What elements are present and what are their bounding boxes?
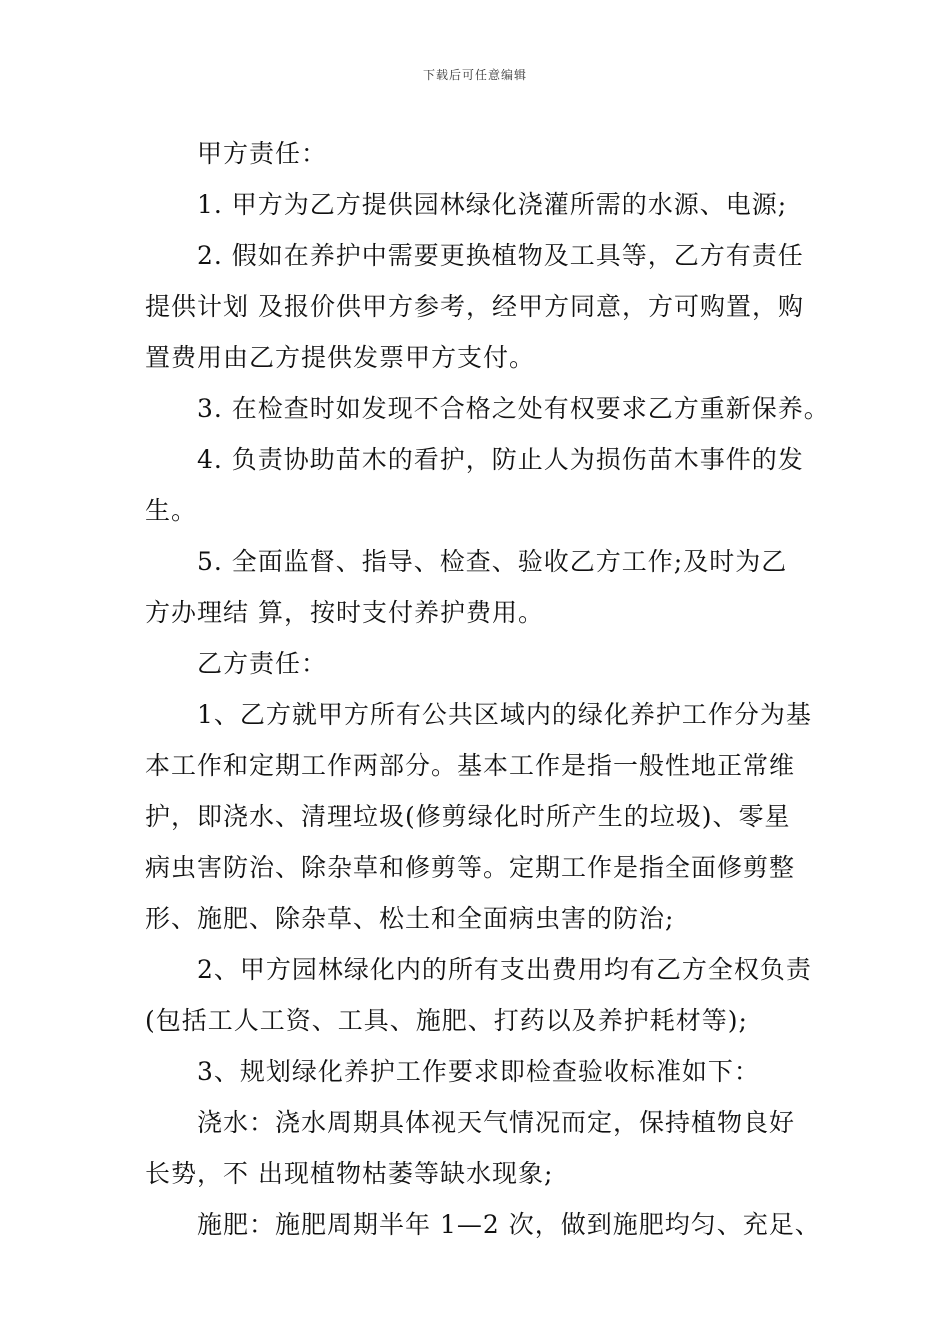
- text-line: 形、施肥、除杂草、松土和全面病虫害的防治;: [145, 904, 675, 933]
- text-line: 生。: [145, 496, 198, 525]
- text-line: 置费用由乙方提供发票甲方支付。: [145, 343, 536, 372]
- text-line: 乙方责任：: [197, 649, 328, 678]
- text-line: 方办理结 算，按时支付养护费用。: [145, 598, 544, 627]
- text-line: 浇水：浇水周期具体视天气情况而定，保持植物良好: [197, 1108, 796, 1137]
- text-line: 3、规划绿化养护工作要求即检查验收标准如下：: [197, 1057, 760, 1086]
- text-line: 2、甲方园林绿化内的所有支出费用均有乙方全权负责: [197, 955, 812, 984]
- text-line: 甲方责任：: [197, 139, 328, 168]
- text-line: 施肥：施肥周期半年 1—2 次，做到施肥均匀、充足、: [197, 1210, 821, 1239]
- document-body: [145, 128, 830, 1250]
- text-line: 病虫害防治、除杂草和修剪等。定期工作是指全面修剪整: [145, 853, 796, 882]
- text-line: 4. 负责协助苗木的看护，防止人为损伤苗木事件的发: [197, 445, 804, 474]
- text-line: 3. 在检查时如发现不合格之处有权要求乙方重新保养。: [197, 394, 830, 423]
- text-line: 2. 假如在养护中需要更换植物及工具等，乙方有责任: [197, 241, 804, 270]
- text-line: 护，即浇水、清理垃圾(修剪绿化时所产生的垃圾)、零星: [145, 802, 791, 831]
- text-line: (包括工人工资、工具、施肥、打药以及养护耗材等);: [145, 1006, 748, 1035]
- text-line: 长势，不 出现植物枯萎等缺水现象;: [145, 1159, 554, 1188]
- text-line: 本工作和定期工作两部分。基本工作是指一般性地正常维: [145, 751, 796, 780]
- text-line: 1. 甲方为乙方提供园林绿化浇灌所需的水源、电源;: [197, 190, 788, 219]
- text-line: 提供计划 及报价供甲方参考，经甲方同意，方可购置，购: [145, 292, 804, 321]
- text-line: 1、乙方就甲方所有公共区域内的绿化养护工作分为基: [197, 700, 812, 729]
- page-header: 下载后可任意编辑: [422, 68, 527, 82]
- text-line: 5. 全面监督、指导、检查、验收乙方工作;及时为乙: [197, 547, 788, 576]
